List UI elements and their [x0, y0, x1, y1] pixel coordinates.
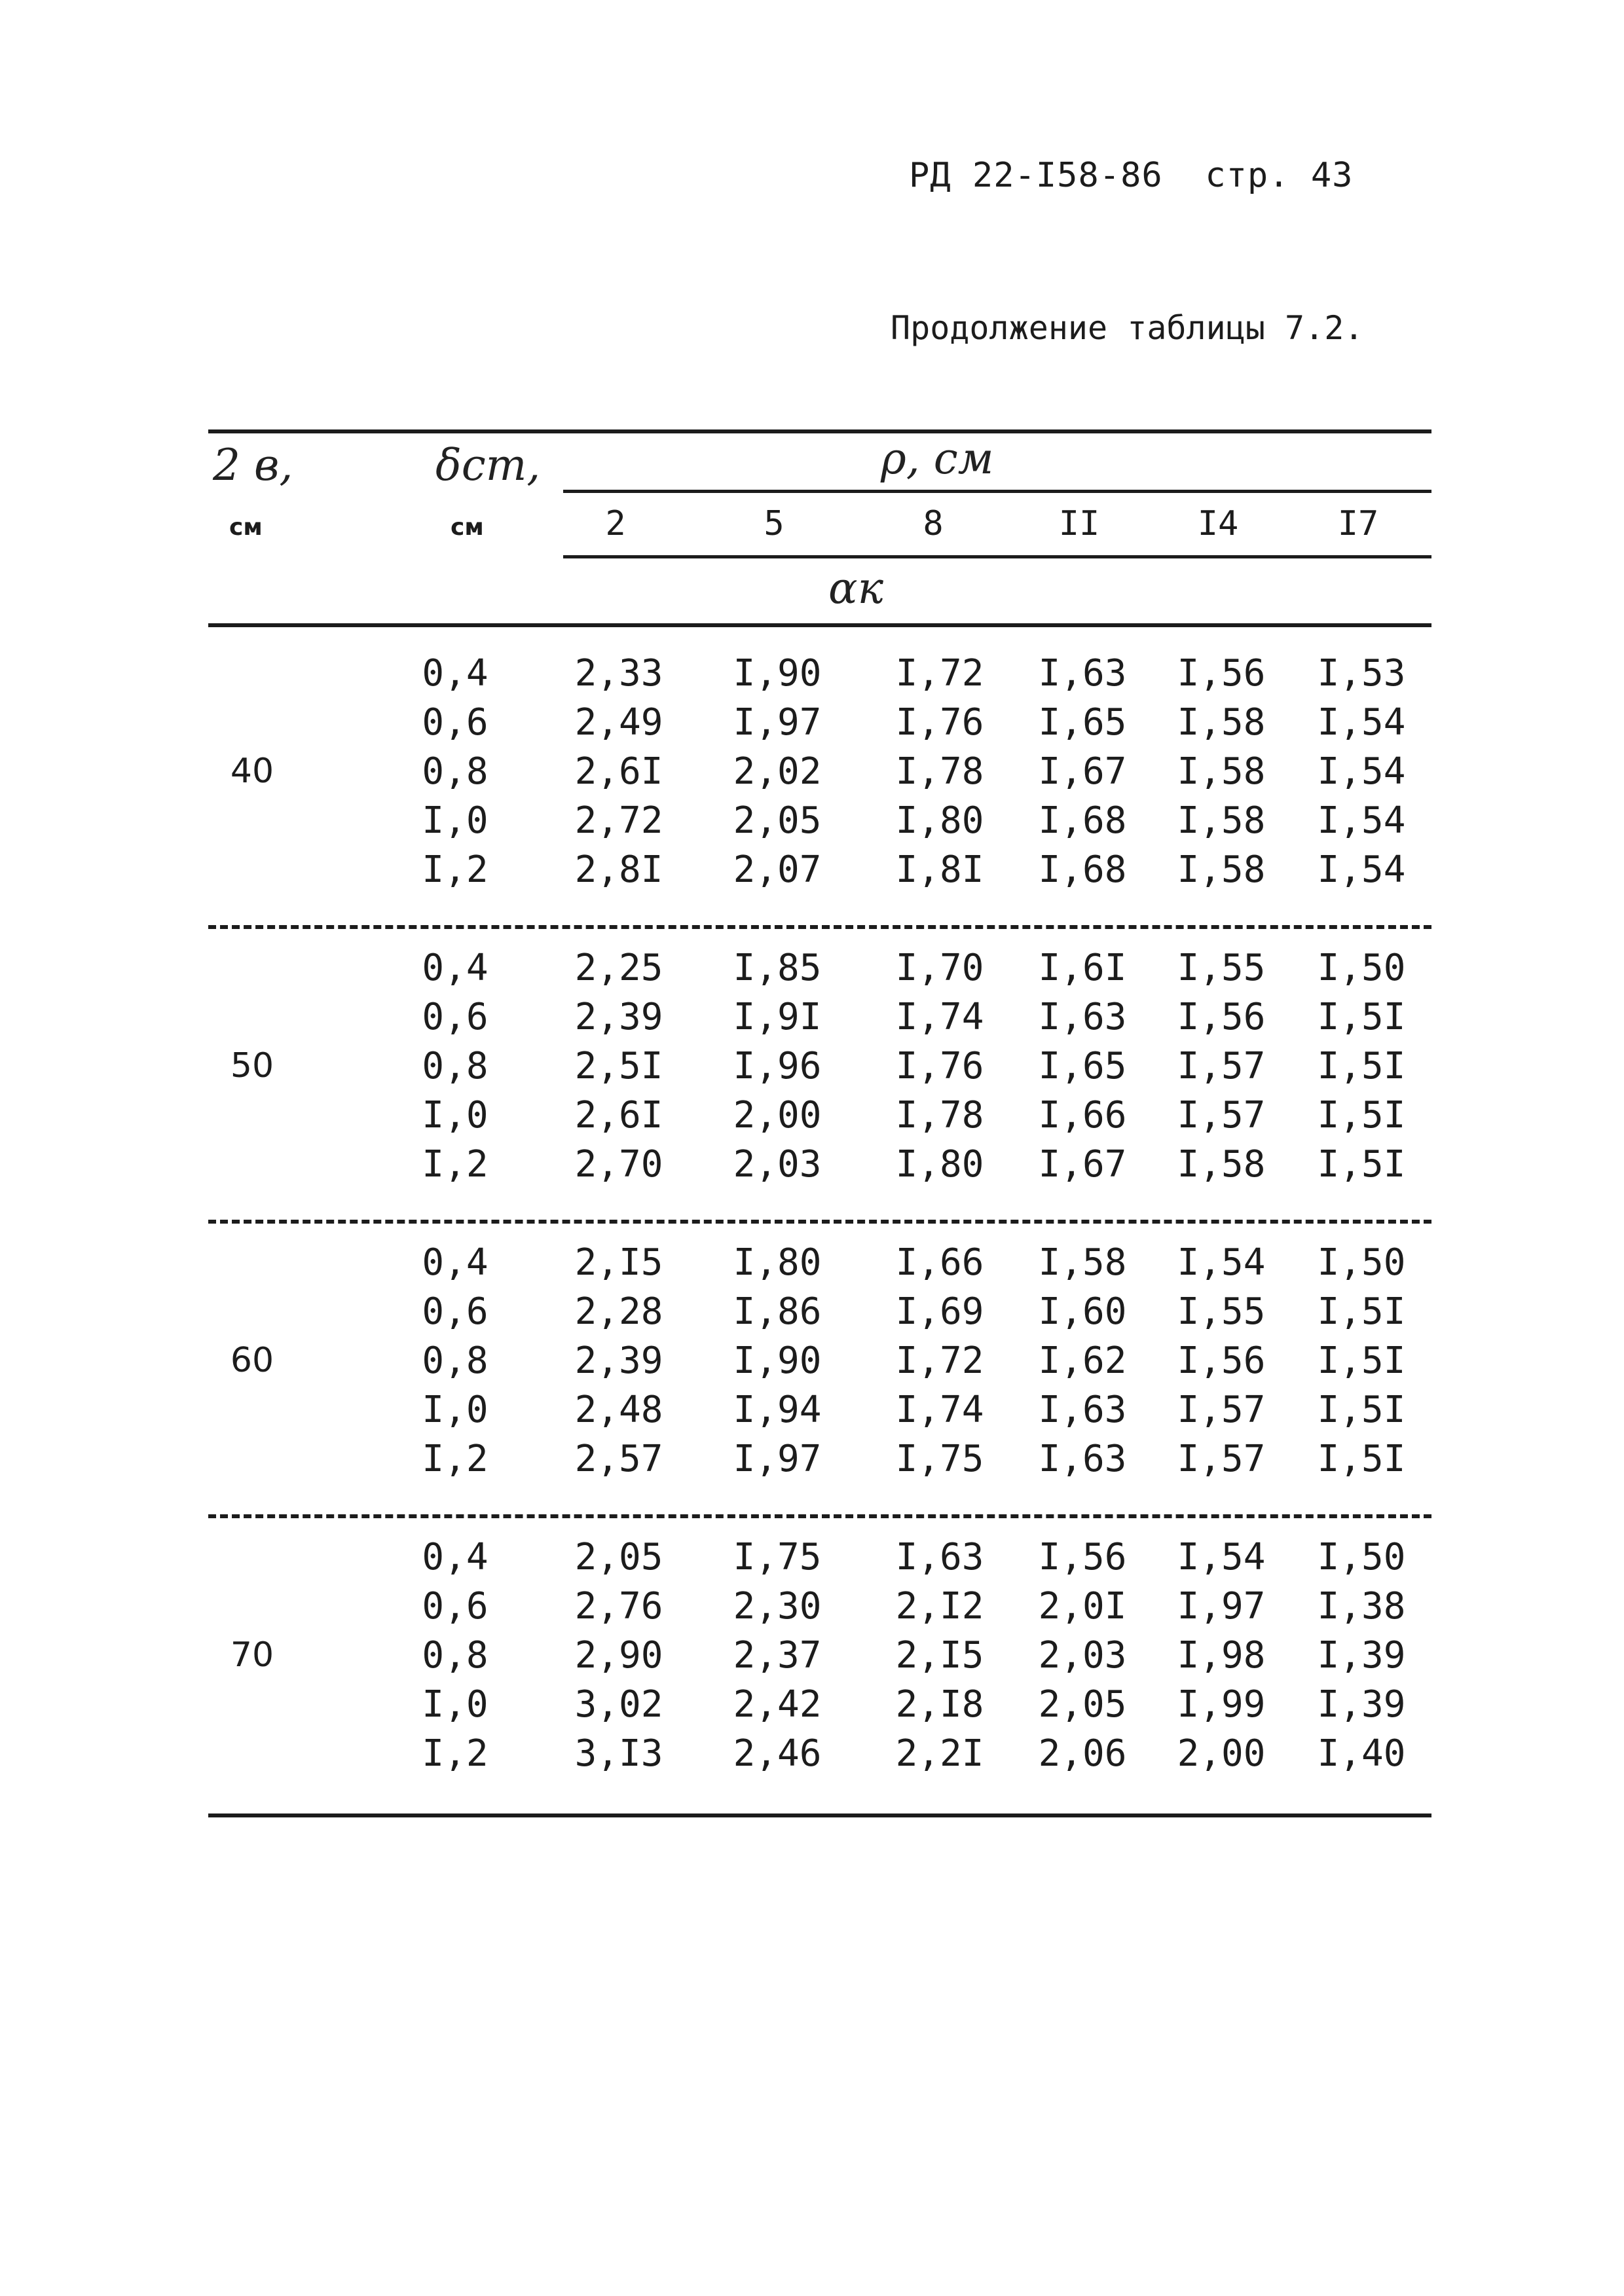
value-cell: I,55	[1177, 947, 1266, 989]
delta-cell: 0,8	[422, 1634, 489, 1677]
value-cell: I,96	[733, 1045, 822, 1087]
delta-cell: 0,4	[422, 947, 489, 989]
delta-cell: I,2	[422, 1143, 489, 1186]
delta-cell: 0,4	[422, 1241, 489, 1284]
value-cell: I,58	[1177, 848, 1266, 891]
value-cell: I,68	[1038, 848, 1127, 891]
value-cell: I,65	[1038, 1045, 1127, 1087]
value-cell: I,9I	[733, 996, 822, 1038]
value-cell: 2,6I	[574, 1094, 663, 1137]
value-cell: I,90	[733, 1339, 822, 1382]
value-cell: 2,07	[733, 848, 822, 891]
value-cell: I,80	[895, 799, 984, 842]
value-cell: 2,33	[574, 652, 663, 695]
value-cell: 2,8I	[574, 848, 663, 891]
value-cell: 2,30	[733, 1585, 822, 1628]
delta-cell: I,2	[422, 1732, 489, 1775]
values-header-rule	[563, 555, 1431, 558]
value-cell: I,5I	[1317, 1045, 1406, 1087]
value-cell: 2,28	[574, 1290, 663, 1333]
col-b-unit: см	[229, 514, 263, 541]
value-cell: I,66	[895, 1241, 984, 1284]
value-cell: I,97	[733, 1438, 822, 1480]
value-cell: 2,5I	[574, 1045, 663, 1087]
delta-cell: 0,6	[422, 996, 489, 1038]
table-caption: Продолжение таблицы 7.2.	[891, 309, 1364, 347]
value-cell: I,65	[1038, 701, 1127, 744]
value-cell: I,63	[895, 1536, 984, 1578]
table-bottom-rule	[208, 1813, 1431, 1817]
value-cell: 2,03	[733, 1143, 822, 1186]
value-cell: 2,03	[1038, 1634, 1127, 1677]
group-separator	[208, 1220, 1431, 1224]
value-cell: I,55	[1177, 1290, 1266, 1333]
value-cell: I,63	[1038, 1438, 1127, 1480]
value-cell: I,5I	[1317, 1290, 1406, 1333]
group-separator	[208, 1514, 1431, 1518]
value-cell: I,78	[895, 750, 984, 793]
value-cell: I,39	[1317, 1683, 1406, 1726]
value-cell: I,54	[1317, 848, 1406, 891]
value-cell: 2,2I	[895, 1732, 984, 1775]
header-bottom-rule	[208, 623, 1431, 627]
value-cell: I,99	[1177, 1683, 1266, 1726]
delta-cell: I,2	[422, 848, 489, 891]
value-cell: I,74	[895, 996, 984, 1038]
value-cell: I,5I	[1317, 1389, 1406, 1431]
value-cell: 2,00	[1177, 1732, 1266, 1775]
delta-cell: 0,6	[422, 1290, 489, 1333]
rho-label: ρ, см	[881, 433, 994, 484]
delta-cell: 0,8	[422, 750, 489, 793]
value-cell: I,97	[1177, 1585, 1266, 1628]
value-cell: I,58	[1177, 1143, 1266, 1186]
value-cell: 2,57	[574, 1438, 663, 1480]
value-cell: I,57	[1177, 1389, 1266, 1431]
col-delta-label: δст,	[435, 440, 541, 490]
value-cell: I,57	[1177, 1438, 1266, 1480]
value-cell: 2,6I	[574, 750, 663, 793]
value-cell: I,63	[1038, 652, 1127, 695]
value-cell: I,97	[733, 701, 822, 744]
value-cell: I,75	[895, 1438, 984, 1480]
value-cell: I,72	[895, 652, 984, 695]
value-cell: I,5I	[1317, 1339, 1406, 1382]
value-cell: 3,02	[574, 1683, 663, 1726]
value-cell: I,67	[1038, 750, 1127, 793]
value-cell: 2,48	[574, 1389, 663, 1431]
value-cell: I,94	[733, 1389, 822, 1431]
value-cell: 2,39	[574, 996, 663, 1038]
value-cell: 2,72	[574, 799, 663, 842]
document-header	[909, 156, 1353, 195]
value-cell: I,76	[895, 701, 984, 744]
delta-cell: I,2	[422, 1438, 489, 1480]
value-cell: 3,I3	[574, 1732, 663, 1775]
value-cell: 2,00	[733, 1094, 822, 1137]
value-cell: 2,I8	[895, 1683, 984, 1726]
delta-cell: 0,6	[422, 701, 489, 744]
col-delta-unit: см	[451, 514, 484, 541]
value-cell: I,58	[1177, 701, 1266, 744]
value-cell: I,38	[1317, 1585, 1406, 1628]
value-cell: I,68	[1038, 799, 1127, 842]
value-cell: I,63	[1038, 1389, 1127, 1431]
value-cell: I,56	[1177, 652, 1266, 695]
value-cell: I,5I	[1317, 1143, 1406, 1186]
rho-underline	[563, 490, 1431, 493]
rho-value-header: 2	[605, 504, 626, 543]
value-cell: I,76	[895, 1045, 984, 1087]
value-cell: I,56	[1038, 1536, 1127, 1578]
rho-value-header: 5	[764, 504, 784, 543]
value-cell: 2,02	[733, 750, 822, 793]
value-cell: I,54	[1317, 799, 1406, 842]
value-cell: 2,49	[574, 701, 663, 744]
value-cell: 2,90	[574, 1634, 663, 1677]
delta-cell: 0,4	[422, 1536, 489, 1578]
value-cell: I,39	[1317, 1634, 1406, 1677]
delta-cell: I,0	[422, 1683, 489, 1726]
value-cell: I,78	[895, 1094, 984, 1137]
value-cell: I,56	[1177, 996, 1266, 1038]
group-b-value: 40	[230, 752, 274, 791]
value-cell: I,60	[1038, 1290, 1127, 1333]
value-cell: 2,05	[574, 1536, 663, 1578]
value-cell: I,6I	[1038, 947, 1127, 989]
value-cell: I,80	[895, 1143, 984, 1186]
value-cell: 2,I5	[895, 1634, 984, 1677]
value-cell: I,90	[733, 652, 822, 695]
group-b-value: 70	[230, 1635, 274, 1675]
value-cell: 2,05	[1038, 1683, 1127, 1726]
value-cell: I,54	[1317, 701, 1406, 744]
value-cell: I,58	[1177, 750, 1266, 793]
value-cell: I,62	[1038, 1339, 1127, 1382]
value-cell: I,86	[733, 1290, 822, 1333]
value-cell: I,75	[733, 1536, 822, 1578]
value-cell: I,57	[1177, 1045, 1266, 1087]
value-cell: I,80	[733, 1241, 822, 1284]
value-cell: 2,0I	[1038, 1585, 1127, 1628]
group-separator	[208, 925, 1431, 929]
value-cell: I,63	[1038, 996, 1127, 1038]
delta-cell: I,0	[422, 1389, 489, 1431]
value-cell: I,8I	[895, 848, 984, 891]
group-b-value: 50	[230, 1046, 274, 1085]
value-cell: I,54	[1317, 750, 1406, 793]
rho-value-header: 8	[923, 504, 944, 543]
value-cell: I,58	[1177, 799, 1266, 842]
col-b-label: 2 в,	[213, 440, 293, 490]
value-cell: 2,I5	[574, 1241, 663, 1284]
value-cell: I,72	[895, 1339, 984, 1382]
value-cell: 2,37	[733, 1634, 822, 1677]
value-cell: 2,70	[574, 1143, 663, 1186]
value-cell: 2,76	[574, 1585, 663, 1628]
delta-cell: I,0	[422, 1094, 489, 1137]
page-label: стр. 43	[1205, 156, 1354, 195]
value-cell: I,50	[1317, 947, 1406, 989]
value-cell: I,67	[1038, 1143, 1127, 1186]
value-cell: I,56	[1177, 1339, 1266, 1382]
value-cell: I,53	[1317, 652, 1406, 695]
delta-cell: I,0	[422, 799, 489, 842]
alpha-label: αк	[828, 563, 883, 613]
value-cell: I,54	[1177, 1536, 1266, 1578]
delta-cell: 0,8	[422, 1045, 489, 1087]
value-cell: 2,39	[574, 1339, 663, 1382]
value-cell: I,5I	[1317, 996, 1406, 1038]
rho-value-header: II	[1058, 504, 1100, 543]
value-cell: I,98	[1177, 1634, 1266, 1677]
value-cell: 2,42	[733, 1683, 822, 1726]
value-cell: I,5I	[1317, 1094, 1406, 1137]
value-cell: I,50	[1317, 1536, 1406, 1578]
value-cell: I,5I	[1317, 1438, 1406, 1480]
delta-cell: 0,6	[422, 1585, 489, 1628]
delta-cell: 0,4	[422, 652, 489, 695]
value-cell: I,74	[895, 1389, 984, 1431]
group-b-value: 60	[230, 1341, 274, 1380]
value-cell: I,54	[1177, 1241, 1266, 1284]
value-cell: I,57	[1177, 1094, 1266, 1137]
value-cell: I,50	[1317, 1241, 1406, 1284]
value-cell: I,70	[895, 947, 984, 989]
table-top-rule	[208, 429, 1431, 433]
value-cell: 2,06	[1038, 1732, 1127, 1775]
value-cell: I,40	[1317, 1732, 1406, 1775]
rho-value-header: I4	[1197, 504, 1239, 543]
rho-value-header: I7	[1337, 504, 1379, 543]
value-cell: 2,I2	[895, 1585, 984, 1628]
value-cell: 2,05	[733, 799, 822, 842]
value-cell: 2,25	[574, 947, 663, 989]
document-ref: РД 22-I58-86	[909, 156, 1163, 195]
delta-cell: 0,8	[422, 1339, 489, 1382]
value-cell: I,66	[1038, 1094, 1127, 1137]
value-cell: I,69	[895, 1290, 984, 1333]
value-cell: 2,46	[733, 1732, 822, 1775]
value-cell: I,58	[1038, 1241, 1127, 1284]
value-cell: I,85	[733, 947, 822, 989]
